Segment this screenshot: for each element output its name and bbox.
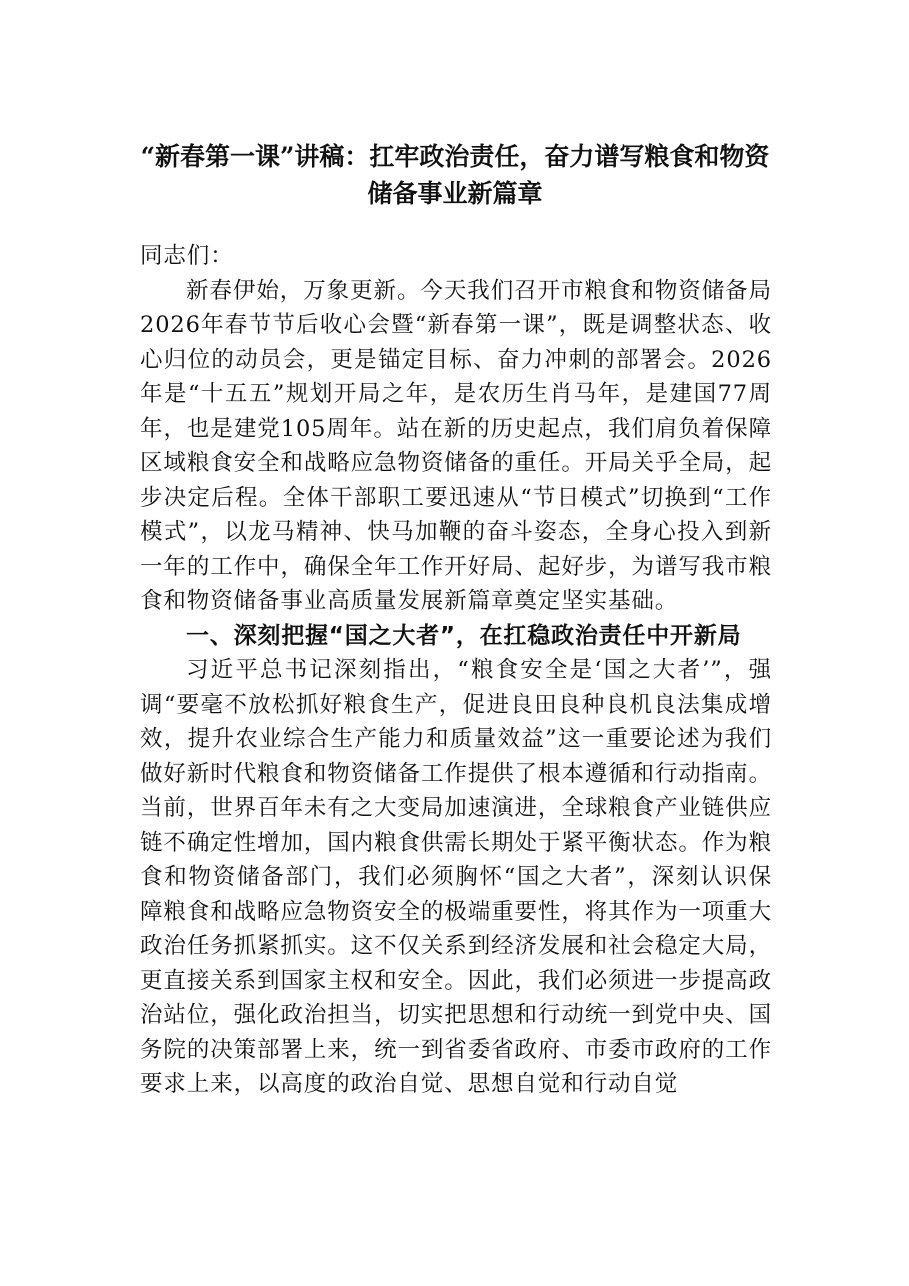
paragraph-intro: 新春伊始，万象更新。今天我们召开市粮食和物资储备局2026年春节节后收心会暨“新春第一课”，既是调整状态、收心归位的动员会，更是锚定目标、奋力冲刺的部署会。2026年是“十五五”规划开局之年，是农历生肖马年，是建国77周年，也是建党105周年。站在新的历史起点，我们肩负着保障区域粮食安全和战略应急物资储备的重任。开局关乎全局，起步决定后程。全体干部职工要迅速从“节日模式”切换到“工作模式”，以龙马精神、快马加鞭的奋斗姿态，全身心投入到新一年的工作中，确保全年工作开好局、起好步，为谱写我市粮食和物资储备事业高质量发展新篇章奠定坚实基础。 [140,277,772,614]
paragraph-section-1: 习近平总书记深刻指出，“粮食安全是‘国之大者’”，强调“要毫不放松抓好粮食生产，促进良田良种良机良法集成增效，提升农业综合生产能力和质量效益”这一重要论述为我们做好新时代粮食和物资储备工作提供了根本遵循和行动指南。当前，世界百年未有之大变局加速演进，全球粮食产业链供应链不确定性增加，国内粮食供需长期处于紧平衡状态。作为粮食和物资储备部门，我们必须胸怀“国之大者”，深刻认识保障粮食和战略应急物资安全的极端重要性，将其作为一项重大政治任务抓紧抓实。这不仅关系到经济发展和社会稳定大局，更直接关系到国家主权和安全。因此，我们必须进一步提高政治站位，强化政治担当，切实把思想和行动统一到党中央、国务院的决策部署上来，统一到省委省政府、市委市政府的工作要求上来，以高度的政治自觉、思想自觉和行动自觉 [140,657,772,1097]
salutation: 同志们： [140,243,234,269]
section-heading-1: 一、深刻把握“国之大者”，在扛稳政治责任中开新局 [186,622,742,649]
document-body [140,239,772,1102]
document-title: “新春第一课”讲稿：扛牢政治责任，奋力谱写粮食和物资储备事业新篇章 [140,142,770,208]
